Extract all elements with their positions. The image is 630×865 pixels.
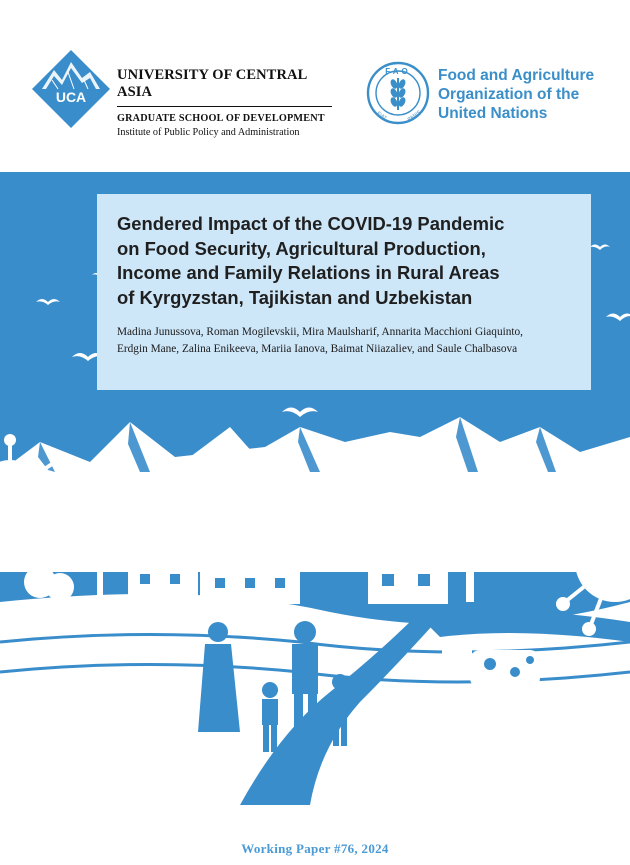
document-title: [117, 212, 573, 310]
svg-text:FAO: FAO: [385, 67, 411, 76]
authors-line: Madina Junussova, Roman Mogilevskii, Mira Maulsharif, Annarita Macchioni Giaquinto,: [117, 326, 523, 339]
uca-logo-text: UCA: [55, 89, 87, 105]
uca-logo: [32, 50, 110, 128]
fao-emblem: [366, 60, 430, 126]
title-line: on Food Security, Agricultural Production,: [117, 237, 486, 259]
title-line: Income and Family Relations in Rural Areas: [117, 262, 500, 284]
footer: [0, 805, 630, 865]
svg-text:FIAT: FIAT: [375, 110, 388, 122]
uca-text-block: [117, 67, 332, 138]
uca-school: GRADUATE SCHOOL OF DEVELOPMENT: [117, 113, 325, 124]
author-list: [117, 324, 573, 358]
uca-name: UNIVERSITY OF CENTRAL ASIA: [117, 67, 332, 107]
fao-name: [438, 66, 623, 123]
title-box: [97, 194, 591, 390]
title-line: Gendered Impact of the COVID-19 Pandemic: [117, 213, 505, 234]
fao-name-line2: Organization of the: [438, 86, 580, 103]
header: [0, 0, 630, 172]
svg-text:PANIS: PANIS: [406, 109, 423, 123]
fao-name-line3: United Nations: [438, 105, 548, 122]
uca-institute: Institute of Public Policy and Administration: [117, 127, 300, 138]
authors-line: Erdgin Mane, Zalina Enikeeva, Mariia Ianova, Baimat Niiazaliev, and Saule Chalbasova: [117, 343, 518, 356]
working-paper-label: Working Paper #76, 2024: [241, 841, 389, 856]
title-line: of Kyrgyzstan, Tajikistan and Uzbekistan: [117, 286, 473, 308]
fao-name-line1: Food and Agriculture: [438, 67, 595, 84]
cover-illustration-area: [0, 172, 630, 805]
